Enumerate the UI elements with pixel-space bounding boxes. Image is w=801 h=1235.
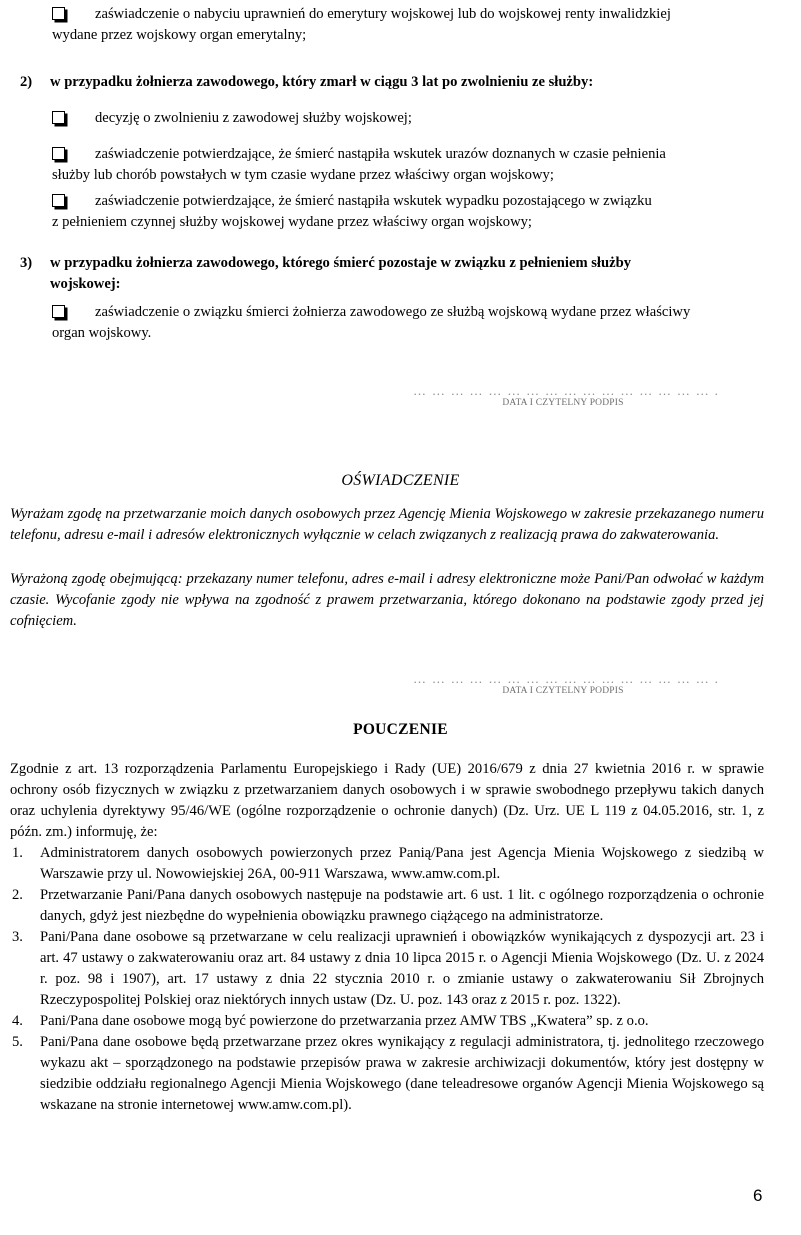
signature-block-1 xyxy=(413,383,720,409)
pouczenie-item-number: 5. xyxy=(12,1034,23,1050)
signature-dotted-line: … … … … … … … … … … … … … … … … . xyxy=(413,383,720,398)
checklist-item-text-line2: organ wojskowy. xyxy=(52,325,152,341)
pouczenie-item-text: Administratorem danych osobowych powierzonych przez Panią/Pana jest Agencja Mienia Wojskowego z siedzibą w Warszawie przy ul. Nowowiejskiej 26A, 00-911 Warszawa, www.amw.com.pl. xyxy=(40,845,764,882)
oswiadczenie-paragraph-2: Wyrażoną zgodę obejmującą: przekazany numer telefonu, adres e-mail i adresy elektroniczne może Pani/Pan odwołać w każdym czasie. Wycofanie zgody nie wpływa na zgodność z prawem przetwarzania, którego dokonano na podstawie zgody przed jej cofnięciem. xyxy=(10,571,764,629)
checklist-item xyxy=(52,302,764,323)
pouczenie-intro: Zgodnie z art. 13 rozporządzenia Parlamentu Europejskiego i Rady (UE) 2016/679 z dnia 27 kwietnia 2016 r. w sprawie ochrony osób fizycznych w związku z przetwarzaniem danych osobowych i w sprawie swobodnego przepływu takich danych oraz uchylenia dyrektywy 95/46/WE (ogólne rozporządzenie o ochronie danych) (Dz. Urz. UE L 119 z 04.05.2016, str. 1, z późn. zm.) informuję, że: xyxy=(10,761,764,840)
signature-caption: DATA I CZYTELNY PODPIS xyxy=(502,398,624,408)
checklist-item-continuation xyxy=(52,323,764,344)
checklist-item-text-line2: wydane przez wojskowy organ emerytalny; xyxy=(52,27,307,43)
checkbox-icon[interactable] xyxy=(52,147,65,160)
signature-block-2 xyxy=(413,671,720,697)
checklist-item-continuation xyxy=(52,165,764,186)
group2-heading: w przypadku żołnierza zawodowego, który zmarł w ciągu 3 lat po zwolnieniu ze służby: xyxy=(50,74,594,90)
checklist-item-text-line2: z pełnieniem czynnej służby wojskowej wydane przez właściwy organ wojskowy; xyxy=(52,214,532,230)
signature-dotted-line: … … … … … … … … … … … … … … … … . xyxy=(413,671,720,686)
pouczenie-item-text: Pani/Pana dane osobowe mogą być powierzone do przetwarzania przez AMW TBS „Kwatera” sp. z o.o. xyxy=(40,1013,649,1029)
oswiadczenie-heading: OŚWIADCZENIE xyxy=(341,472,460,489)
checkbox-icon[interactable] xyxy=(52,305,65,318)
pouczenie-item-number: 3. xyxy=(12,929,23,945)
pouczenie-item-number: 2. xyxy=(12,887,23,903)
pouczenie-heading: POUCZENIE xyxy=(353,721,448,738)
checklist-item-continuation xyxy=(52,212,764,233)
checklist-item-text-line2-wrap xyxy=(52,25,764,46)
checklist-item xyxy=(52,144,764,165)
pouczenie-item-text: Pani/Pana dane osobowe będą przetwarzane przez okres wynikający z regulacji administratora, tj. jednolitego rzeczowego wykazu akt – sporządzonego na podstawie przepisów prawa w zakresie archiwizacji dokumentów, który jest dostępny w siedzibie oddziału regionalnego Agencji Mienia Wojskowego (dane teleadresowe organów Agencji Mienia Wojskowego są wskazane na stronie internetowej www.amw.com.pl). xyxy=(40,1034,764,1113)
checklist-item-text-line2: służby lub chorób powstałych w tym czasie wydane przez właściwy organ wojskowy; xyxy=(52,167,554,183)
checklist-item xyxy=(52,108,764,129)
group3-heading-line2: wojskowej: xyxy=(50,276,121,292)
checklist-item xyxy=(52,4,764,25)
list-marker-2: 2) xyxy=(20,74,33,90)
checklist-item-text-line1: decyzję o zwolnieniu z zawodowej służby wojskowej; xyxy=(95,110,412,126)
list-marker-3: 3) xyxy=(20,255,33,271)
checklist-item-text-line1: zaświadczenie potwierdzające, że śmierć nastąpiła wskutek wypadku pozostającego w związku xyxy=(95,193,652,209)
checklist-item-text-line1: zaświadczenie potwierdzające, że śmierć nastąpiła wskutek urazów doznanych w czasie pełnienia xyxy=(95,146,666,162)
pouczenie-item-number: 1. xyxy=(12,845,23,861)
checklist-item-text-line1: zaświadczenie o nabyciu uprawnień do emerytury wojskowej lub do wojskowej renty inwalidzkiej xyxy=(95,6,671,22)
checkbox-icon[interactable] xyxy=(52,194,65,207)
checklist-item-text-line1: zaświadczenie o związku śmierci żołnierza zawodowego ze służbą wojskową wydane przez właściwy xyxy=(95,304,691,320)
oswiadczenie-paragraph-1: Wyrażam zgodę na przetwarzanie moich danych osobowych przez Agencję Mienia Wojskowego w zakresie przekazanego numeru telefonu, adresu e-mail i adresów elektronicznych wyłącznie w celach związanych z realizacją prawa do zakwaterowania. xyxy=(10,506,764,543)
pouczenie-item-text: Pani/Pana dane osobowe są przetwarzane w celu realizacji uprawnień i obowiązków wynikających z dyspozycji art. 23 i art. 47 ustawy o zakwaterowaniu oraz art. 84 ustawy z dnia 10 lipca 2015 r. o Agencji Mienia Wojskowego (Dz. U. z 2024 r. poz. 98 i 1907), art. 17 ustawy z dnia 22 stycznia 2010 r. o zmianie ustawy o zakwaterowaniu Sił Zbrojnych Rzeczypospolitej Polskiej oraz niektórych innych ustaw (Dz. U. poz. 143 oraz z 2015 r. poz. 1322). xyxy=(40,929,764,1008)
checklist-item xyxy=(52,191,764,212)
checkbox-icon[interactable] xyxy=(52,111,65,124)
pouczenie-item-text: Przetwarzanie Pani/Pana danych osobowych następuje na podstawie art. 6 ust. 1 lit. c ogólnego rozporządzenia o ochronie danych, gdyż jest niezbędne do wypełnienia obowiązku prawnego ciążącego na administratorze. xyxy=(40,887,764,924)
group3-heading-line1: w przypadku żołnierza zawodowego, którego śmierć pozostaje w związku z pełnieniem służby xyxy=(50,255,631,271)
pouczenie-item-number: 4. xyxy=(12,1013,23,1029)
page-number: 6 xyxy=(753,1186,763,1205)
signature-caption: DATA I CZYTELNY PODPIS xyxy=(502,686,624,696)
checkbox-icon[interactable] xyxy=(52,7,65,20)
